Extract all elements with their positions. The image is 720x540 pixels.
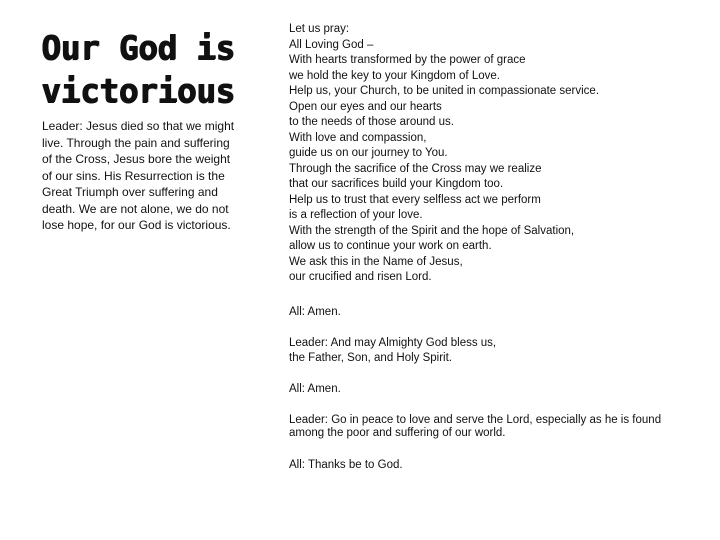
prayer-line: Help us, your Church, to be united in compassionate service. bbox=[289, 85, 600, 97]
speaker-label: Leader: bbox=[289, 414, 329, 426]
speaker-label: All: bbox=[289, 383, 305, 395]
prayer-line: Help us to trust that every selfless act we perform bbox=[289, 193, 541, 206]
prayer-line: Open our eyes and our hearts bbox=[289, 100, 442, 113]
prayer-line: guide us on our journey to You. bbox=[289, 147, 448, 159]
prayer-line: to the needs of those around us. bbox=[289, 116, 454, 128]
speaker-label: Leader: bbox=[289, 337, 329, 349]
response-text: Go in peace to love and serve the Lord, especially as he is found among the poor and suffering of our world. bbox=[289, 414, 662, 439]
prayer-line: Through the sacrifice of the Cross may we realize bbox=[289, 162, 542, 175]
speaker-label: All: bbox=[289, 459, 305, 471]
page-title bbox=[41, 26, 281, 112]
response-text: And may Almighty God bless us, bbox=[328, 337, 497, 349]
prayer-line: allow us to continue your work on earth. bbox=[289, 240, 492, 252]
response-text: Amen. bbox=[304, 383, 341, 395]
title-line-1: Our God is bbox=[41, 28, 235, 67]
response-text-line-2: the Father, Son, and Holy Spirit. bbox=[289, 352, 453, 364]
response-all-thanks bbox=[289, 459, 694, 472]
prayer-line: With love and compassion, bbox=[289, 131, 427, 144]
prayer-line: Let us pray: bbox=[289, 23, 350, 35]
response-text: Amen. bbox=[304, 306, 341, 318]
response-all-amen-2 bbox=[289, 383, 694, 396]
response-leader-blessing bbox=[289, 337, 694, 365]
intro-text: Jesus died so that we might live. Through the pain and suffering of the Cross, Jesus bore the weight of our sins. His Resurrection is the Great Triumph over suffering and death. We are not alone, we do not lose hope, for our God is victorious. bbox=[42, 119, 235, 232]
prayer-line: that our sacrifices build your Kingdom too. bbox=[289, 178, 504, 190]
response-leader-dismissal bbox=[289, 414, 694, 440]
prayer-line: With hearts transformed by the power of grace bbox=[289, 54, 526, 66]
prayer-text bbox=[289, 22, 699, 286]
prayer-line: we hold the key to your Kingdom of Love. bbox=[289, 69, 500, 82]
prayer-line: With the strength of the Spirit and the hope of Salvation, bbox=[289, 224, 575, 237]
response-all-amen-1 bbox=[289, 306, 694, 319]
prayer-line: is a reflection of your love. bbox=[289, 209, 423, 221]
intro-speaker: Leader: bbox=[42, 119, 83, 133]
speaker-label: All: bbox=[289, 306, 305, 318]
prayer-line: All Loving God – bbox=[289, 38, 374, 51]
title-line-2: victorious bbox=[41, 71, 235, 110]
leader-intro-paragraph bbox=[42, 118, 242, 234]
response-text: Thanks be to God. bbox=[304, 459, 403, 471]
prayer-line: We ask this in the Name of Jesus, bbox=[289, 255, 463, 268]
prayer-line: our crucified and risen Lord. bbox=[289, 271, 432, 283]
